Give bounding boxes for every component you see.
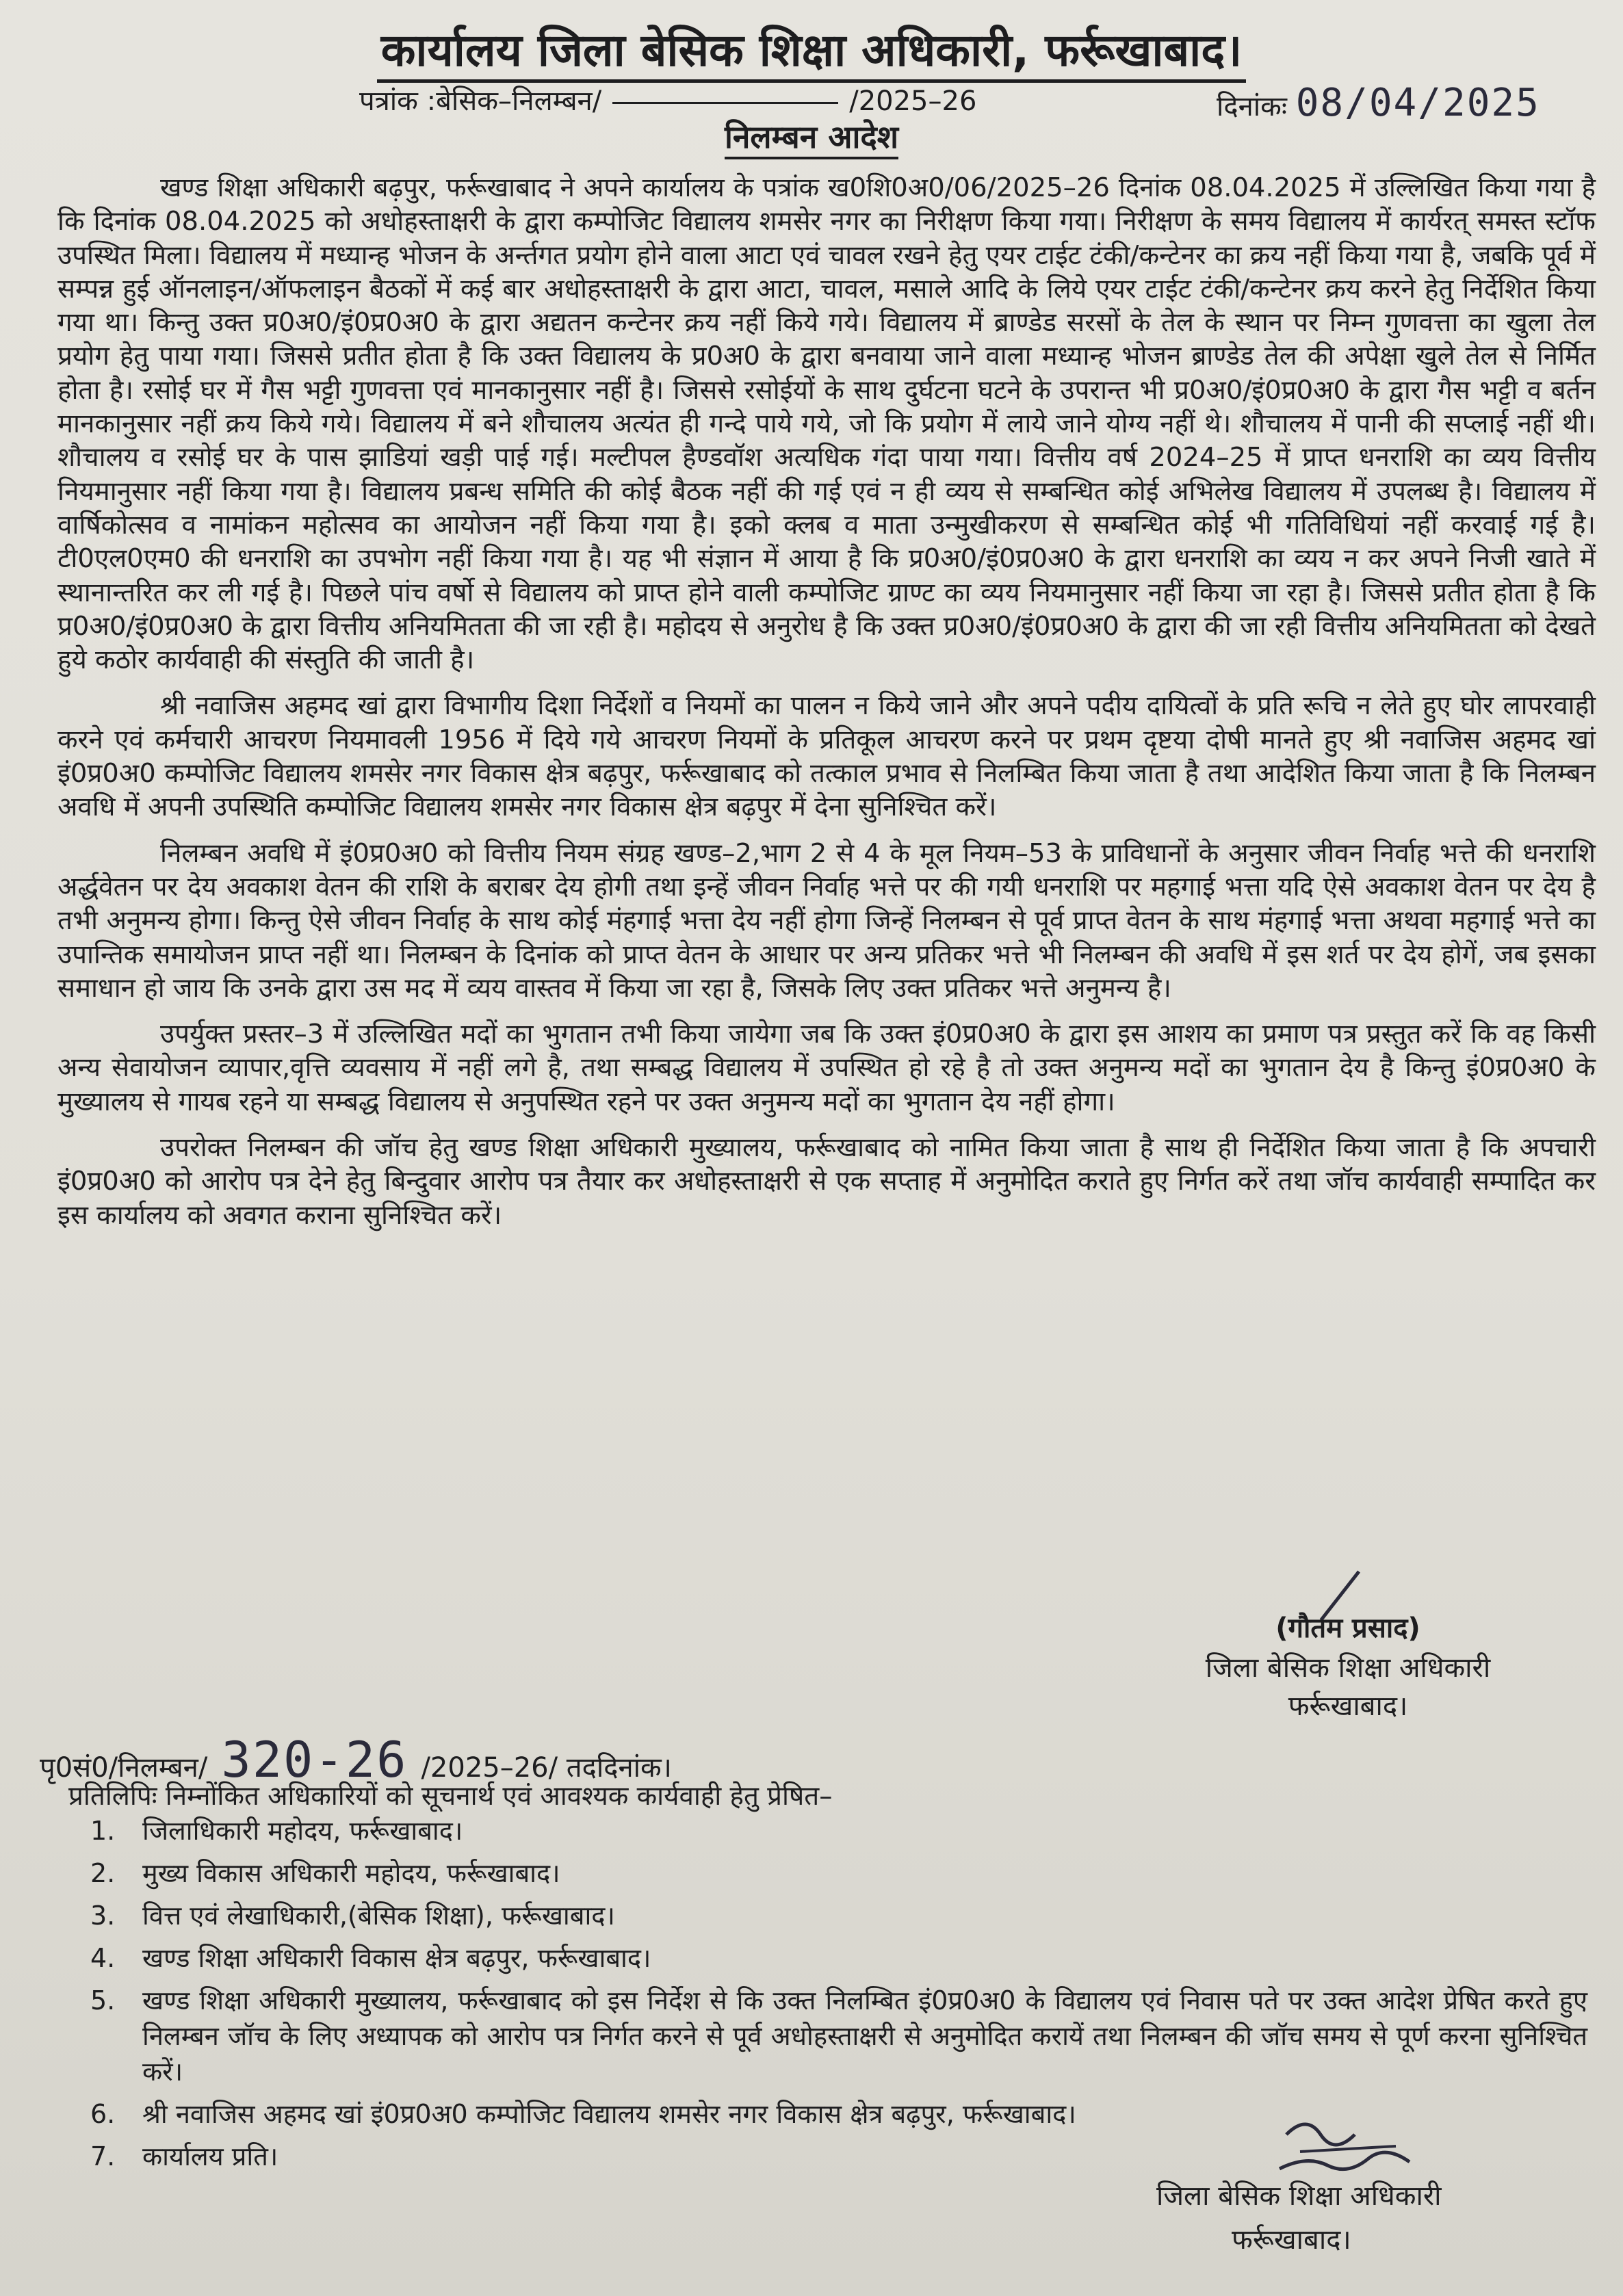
ref-suffix: /2025–26 bbox=[849, 86, 977, 117]
list-number: 1. bbox=[90, 1816, 116, 1846]
list-text: वित्त एवं लेखाधिकारी,(बेसिक शिक्षा), फर्रूखाबाद। bbox=[142, 1901, 615, 1931]
footer-place: फर्रूखाबाद। bbox=[1232, 2224, 1351, 2256]
order-title bbox=[0, 115, 1623, 157]
list-text: खण्ड शिक्षा अधिकारी विकास क्षेत्र बढ़पुर, फर्रूखाबाद। bbox=[142, 1943, 651, 1973]
list-number: 7. bbox=[90, 2141, 116, 2171]
handwritten-date: 08/04/2025 bbox=[1295, 81, 1540, 125]
order-title-text: निलम्बन आदेश bbox=[725, 118, 898, 159]
paragraph-3: निलम्बन अवधि में इं0प्र0अ0 को वित्तीय नियम संग्रह खण्ड–2,भाग 2 से 4 के मूल नियम–53 के प्राविधानों के अनुसार जीवन निर्वाह भत्ते की धनराशि अर्द्धवेतन पर देय अवकाश वेतन की राशि के बराबर देय होगी तथा इन्हें जीवन निर्वाह भत्ते पर की गयी धनराशि पर महगाई भत्ता यदि ऐसे अवकाश वेतन पर देय है तभी अनुमन्य होगा। किन्तु ऐसे जीवन निर्वाह के साथ कोई मंहगाई भत्ता देय नहीं होगा जिन्हें निलम्बन से पूर्व प्राप्त वेतन के साथ मंहगाई भत्ता अथवा महगाई भत्ते का उपान्तिक समायोजन प्राप्त नहीं था। निलम्बन के दिनांक को प्राप्त वेतन के आधार पर अन्य प्रतिकर भत्ते भी निलम्बन की अवधि में इस शर्त पर देय होगें, जब इसका समाधान हो जाय कि उनके द्वारा उस मद में व्यय वास्तव में किया जा रहा है, जिसके लिए उक्त प्रतिकर भत्ते अनुमन्य है। bbox=[57, 837, 1596, 1004]
office-title bbox=[0, 18, 1623, 79]
paragraph-4: उपर्युक्त प्रस्तर–3 में उल्लिखित मदों का भुगतान तभी किया जायेगा जब कि उक्त इं0प्र0अ0 के द्वारा इस आशय का प्रमाण पत्र प्रस्तुत करें कि वह किसी अन्य सेवायोजन व्यापार,वृत्ति व्यवसाय में नहीं लगे है, तथा सम्बद्ध विद्यालय में उपस्थित हो रहे है तो उक्त अनुमन्य मदों का भुगतान देय है किन्तु इं0प्र0अ0 के मुख्यालय से गायब रहने या सम्बद्ध विद्यालय से अनुपस्थित रहने पर उक्त अनुमन्य मदों का भुगतान देय नहीं होगा। bbox=[57, 1019, 1596, 1117]
office-title-text: कार्यालय जिला बेसिक शिक्षा अधिकारी, फर्रूखाबाद। bbox=[377, 24, 1247, 83]
footer-designation: जिला बेसिक शिक्षा अधिकारी bbox=[1156, 2180, 1442, 2212]
list-item bbox=[55, 1813, 1587, 1849]
date-label: दिनांकः bbox=[1217, 91, 1287, 122]
list-text: श्री नवाजिस अहमद खां इं0प्र0अ0 कम्पोजिट विद्यालय शमसेर नगर विकास क्षेत्र बढ़पुर, फर्रूखाबाद। bbox=[142, 2099, 1076, 2129]
signatory-designation: जिला बेसिक शिक्षा अधिकारी bbox=[1205, 1652, 1491, 1684]
paragraph-1: खण्ड शिक्षा अधिकारी बढ़पुर, फर्रूखाबाद ने अपने कार्यालय के पत्रांक ख0शि0अ0/06/2025–26 दिनांक 08.04.2025 में उल्लिखित किया गया है कि दिनांक 08.04.2025 को अधोहस्ताक्षरी के द्वारा कम्पोजिट विद्यालय शमसेर नगर का निरीक्षण किया गया। निरीक्षण के समय विद्यालय में कार्यरत् समस्त स्टॉफ उपस्थित मिला। विद्यालय में मध्यान्ह भोजन के अर्न्तगत प्रयोग होने वाला आटा एवं चावल रखने हेतु एयर टाईट टंकी/कन्टेनर का क्रय नहीं किया गया है, जबकि पूर्व में सम्पन्न हुई ऑनलाइन/ऑफलाइन बैठकों में कई बार अधोहस्ताक्षरी के द्वारा आटा, चावल, मसाले आदि के लिये एयर टाईट टंकी/कन्टेनर क्रय करने हेतु निर्देशित किया गया था। किन्तु उक्त प्र0अ0/इं0प्र0अ0 के द्वारा अद्यतन कन्टेनर क्रय नहीं किये गये। विद्यालय में ब्राण्डेड सरसों के तेल के स्थान पर निम्न गुणवत्ता का खुला तेल प्रयोग हेतु पाया गया। जिससे प्रतीत होता है कि उक्त विद्यालय के प्र0अ0 के द्वारा बनवाया जाने वाला मध्यान्ह भोजन ब्राण्डेड तेल की अपेक्षा खुले तेल से निर्मित होता है। रसोई घर में गैस भट्टी गुणवत्ता एवं मानकानुसार नहीं है। जिससे रसोईयों के साथ दुर्घटना घटने के उपरान्त भी प्र0अ0/इं0प्र0अ0 के द्वारा गैस भट्टी व बर्तन मानकानुसार नहीं क्रय किये गये। विद्यालय में बने शौचालय अत्यंत ही गन्दे पाये गये, जो कि प्रयोग में लाये जाने योग्य नहीं थे। शौचालय में पानी की सप्लाई नहीं थी। शौचालय व रसोई घर के पास झाडियां खड़ी पाई गई। मल्टीपल हैण्डवॉश अत्यधिक गंदा पाया गया। वित्तीय वर्ष 2024–25 में प्राप्त धनराशि का व्यय वित्तीय नियमानुसार नहीं किया गया है। विद्यालय प्रबन्ध समिति की कोई बैठक नहीं की गई एवं न ही व्यय से सम्बन्धित कोई अभिलेख विद्यालय में उपलब्ध है। विद्यालय में वार्षिकोत्सव व नामांकन महोत्सव का आयोजन नहीं किया गया है। इको क्लब व माता उन्मुखीकरण से सम्बन्धित कोई भी गतिविधियां नहीं करवाई गई है। टी0एल0एम0 की धनराशि का उपभोग नहीं किया गया है। यह भी संज्ञान में आया है कि प्र0अ0/इं0प्र0अ0 के द्वारा धनराशि का व्यय न कर अपने निजी खाते में स्थानान्तरित कर ली गई है। पिछले पांच वर्षो से विद्यालय को प्राप्त होने वाली कम्पोजिट ग्राण्ट का व्यय नियमानुसार नहीं किया जा रहा है। जिससे प्रतीत होता है कि प्र0अ0/इं0प्र0अ0 के द्वारा वित्तीय अनियमितता की जा रही है। महोदय से अनुरोध है कि उक्त प्र0अ0/इं0प्र0अ0 के द्वारा की जा रही वित्तीय अनियमितता को देखते हुये कठोर कार्यवाही की संस्तुति की जाती है। bbox=[57, 172, 1596, 676]
ref-prefix: पत्रांक :बेसिक–निलम्बन/ bbox=[359, 86, 602, 117]
order-body bbox=[57, 171, 1596, 1244]
list-item bbox=[55, 1898, 1587, 1933]
paragraph-2: श्री नवाजिस अहमद खां द्वारा विभागीय दिशा निर्देशों व नियमों का पालन न किये जाने और अपने पदीय दायित्वों के प्रति रूचि न लेते हुए घोर लापरवाही करने एवं कर्मचारी आचरण नियमावली 1956 में दिये गये आचरण नियमों के प्रतिकूल आचरण करने पर प्रथम दृष्टया दोषी मानते हुए श्री नवाजिस अहमद खां इं0प्र0अ0 कम्पोजिट विद्यालय शमसेर नगर विकास क्षेत्र बढ़पुर, फर्रूखाबाद को तत्काल प्रभाव से निलम्बित किया जाता है तथा आदेशित किया जाता है कि निलम्बन अवधि में अपनी उपस्थिति कम्पोजिट विद्यालय शमसेर नगर विकास क्षेत्र बढ़पुर में देना सुनिश्चित करें। bbox=[57, 690, 1596, 823]
paragraph-5: उपरोक्त निलम्बन की जॉच हेतु खण्ड शिक्षा अधिकारी मुख्यालय, फर्रूखाबाद को नामित किया जाता है साथ ही निर्देशित किया जाता है कि अपचारी इं0प्र0अ0 को आरोप पत्र देने हेतु बिन्दुवार आरोप पत्र तैयार कर अधोहस्ताक्षरी से एक सप्ताह में अनुमोदित कराते हुए निर्गत करें तथा जॉच कार्यवाही सम्पादित कर इस कार्यालय को अवगत कराना सुनिश्चित करें। bbox=[57, 1132, 1596, 1231]
handwritten-endorsement-number: 320-26 bbox=[221, 1731, 408, 1788]
list-item bbox=[55, 1940, 1587, 1976]
list-item bbox=[55, 1855, 1587, 1891]
endorsement-prefix: पृ0सं0/निलम्बन/ bbox=[40, 1752, 208, 1784]
list-text: जिलाधिकारी महोदय, फर्रूखाबाद। bbox=[142, 1816, 463, 1846]
list-number: 6. bbox=[90, 2099, 116, 2129]
list-text: कार्यालय प्रति। bbox=[142, 2141, 278, 2171]
reference-line bbox=[359, 81, 976, 118]
signatory-place: फर्रूखाबाद। bbox=[1288, 1691, 1408, 1722]
endorsement-suffix: /2025–26/ तददिनांक। bbox=[421, 1752, 672, 1784]
list-number: 5. bbox=[90, 1985, 116, 2015]
ref-number-blank bbox=[612, 102, 838, 104]
list-text: खण्ड शिक्षा अधिकारी मुख्यालय, फर्रूखाबाद को इस निर्देश से कि उक्त निलम्बित इं0प्र0अ0 के विद्यालय एवं निवास पते पर उक्त आदेश प्रेषित करते हुए निलम्बन जॉच के लिए अध्यापक को आरोप पत्र निर्गत करने से पूर्व अधोहस्ताक्षरी से अनुमोदित करायें तथा निलम्बन की जॉच समय से पूर्ण करना सुनिश्चित करें। bbox=[142, 1985, 1587, 2087]
list-number: 3. bbox=[90, 1901, 116, 1931]
list-item bbox=[55, 1983, 1587, 2089]
list-number: 2. bbox=[90, 1858, 116, 1888]
list-number: 4. bbox=[90, 1943, 116, 1973]
list-text: मुख्य विकास अधिकारी महोदय, फर्रूखाबाद। bbox=[142, 1858, 560, 1888]
signatory-name: (गौतम प्रसाद) bbox=[1275, 1613, 1420, 1644]
copy-intro: प्रतिलिपिः निम्नोंकित अधिकारियों को सूचनार्थ एवं आवश्यक कार्यवाही हेतु प्रेषित– bbox=[68, 1781, 833, 1812]
